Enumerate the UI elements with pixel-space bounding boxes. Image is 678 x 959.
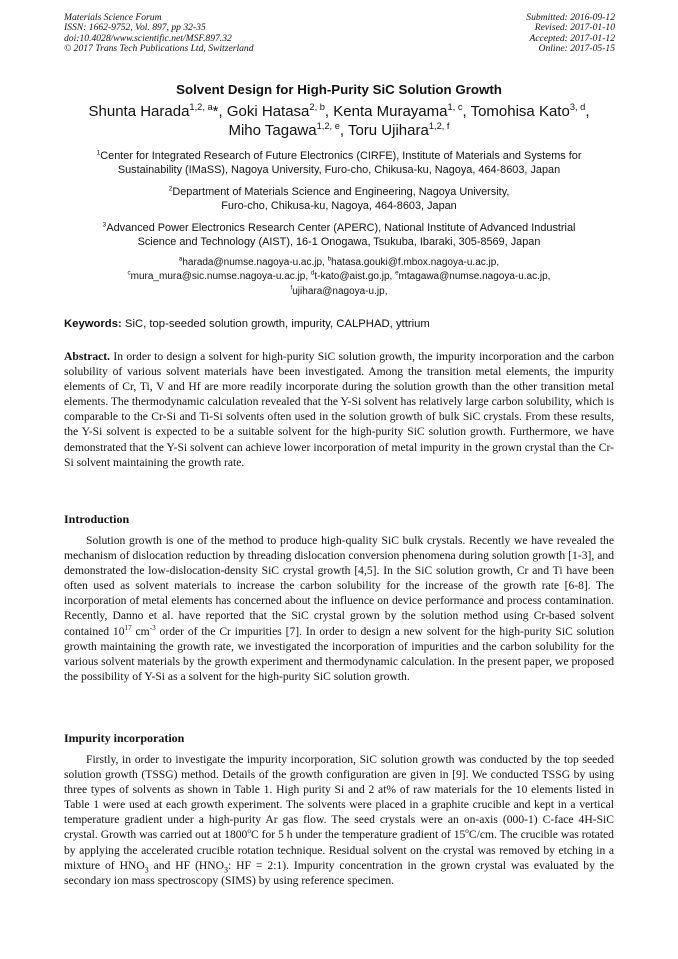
affiliation-1	[55, 149, 623, 178]
author-name: Miho Tagawa	[228, 122, 317, 139]
email-link[interactable]: harada@numse.nagoya-u.ac.jp	[182, 257, 323, 268]
abstract	[64, 349, 614, 470]
author-affil: 1,2, a	[189, 102, 213, 112]
date-accepted: Accepted: 2017-01-12	[529, 32, 615, 44]
date-online: Online: 2017-05-15	[538, 43, 615, 55]
author-affil: 2, b	[309, 102, 325, 112]
author-list: Shunta Harada$^{1,2, a}$*, Goki Hatasa$^{2, b}$, Kenta Murayama$^{1, c}$, Tomohisa Kato$^{3, d}$, Miho Tagawa$^{1,2, e}$, Toru Ujihara$^{1,2, f}$	[88, 102, 590, 139]
keywords-text: SiC, top-seeded solution growth, impurity, CALPHAD, yttrium	[124, 318, 430, 330]
journal-name: Materials Science Forum	[64, 12, 162, 23]
email-link[interactable]: hatasa.gouki@f.mbox.nagoya-u.ac.jp	[331, 257, 497, 268]
email-link[interactable]: mura_mura@sic.numse.nagoya-u.ac.jp	[130, 271, 306, 283]
affiliation-line: Furo-cho, Chikusa-ku, Nagoya, 464-8603, Japan	[221, 200, 457, 213]
journal-doi[interactable]: doi:10.4028/www.scientific.net/MSF.897.32	[64, 32, 232, 44]
introduction-paragraph: Solution growth is one of the method to produce high-quality SiC bulk crystals. Recently we have revealed the mechanism of dislocation reduction by threading dislocation conversion phenomena during solution growth [1-3], and demonstrated the low-dislocation-density SiC crystal growth [4,5]. In the SiC solution growth, Cr and Ti have been often used as solvent materials to increase the carbon solubility for the increase of the growth rate [6-8]. The incorporation of metal elements has concerned about the influence on device performance and process contamination. Recently, Danno et al. have reported that the SiC crystal grown by the solution method using Cr-based solvent contained $10^{17}$ $cm^{-3}$ order of the Cr impurities [7]. In order to design a new solvent for the high-purity SiC solution growth maintaining the growth rate, we investigated the incorporation of impurities and the carbon solubility for the various solvent materials by the growth experiment and thermodynamic calculation. In the present paper, we proposed the possibility of Y-Si as a solvent for the high-purity SiC solution growth.	[64, 534, 615, 683]
author-affil: 1, c	[447, 102, 463, 112]
affiliation-number: 2	[168, 185, 173, 193]
affiliation-line: Science and Technology (AIST), 16-1 Onogawa, Tsukuba, Ibaraki, 305-8569, Japan	[137, 236, 541, 249]
author-name: Tomohisa Kato	[470, 103, 570, 120]
corresponding-mark: *	[212, 103, 219, 120]
email-link[interactable]: t-kato@aist.go.jp	[314, 271, 390, 283]
date-revised: Revised: 2017-01-10	[534, 22, 615, 34]
author-affil: 3, d	[569, 102, 586, 112]
affiliation-number: 1	[96, 149, 101, 157]
author-name: Goki Hatasa	[226, 103, 310, 120]
keywords	[64, 318, 430, 330]
author-name: Toru Ujihara	[347, 122, 429, 139]
email-link[interactable]: ujihara@nagoya-u.jp	[292, 285, 385, 297]
journal-header-right	[526, 13, 615, 55]
journal-copyright: © 2017 Trans Tech Publications Ltd, Switzerland	[64, 43, 254, 55]
affiliation-3	[55, 221, 623, 250]
affiliation-line: Department of Materials Science and Engineering, Nagoya University,	[172, 186, 510, 198]
affiliation-line: Sustainability (IMaSS), Nagoya University, Furo-cho, Chikusa-ku, Nagoya, 464-8603, Japan	[117, 164, 561, 177]
email-list: $^a$harada@numse.nagoya-u.ac.jp, $^b$hatasa.gouki@f.mbox.nagoya-u.ac.jp, $^c$mura_mura@sic.numse.nagoya-u.ac.jp, $^d$t-kato@aist.go.jp, $^e$mtagawa@numse.nagoya-u.ac.jp, $^f$ujihara@nagoya-u.jp,	[127, 255, 551, 297]
keywords-label: Keywords:	[64, 318, 122, 330]
section-heading-introduction: Introduction	[64, 512, 130, 526]
affiliation-number: 3	[102, 221, 107, 229]
abstract-label: Abstract.	[64, 350, 111, 363]
impurity-paragraph: Firstly, in order to investigate the impurity incorporation, SiC solution growth was conducted by the top seeded solution growth (TSSG) method. Details of the growth configuration are given in [9]. We conducted TSSG by using three types of solvents as shown in Table 1. High purity Si and 2 at% of raw materials for the 10 elements listed in Table 1 were used at each growth experiment. The solvents were placed in a graphite crucible and kept in a vertical temperature gradient under a high-purity Ar gas flow. The seed crystals were an on-axis (000-1) C-face 4H-SiC crystal. Growth was carried out at 1800$^o$C for 5 h under the temperature gradient of 15$^o$C/cm. The crucible was rotated by applying the accelerated crucible rotation technique. Residual solvent on the crystal was removed by etching in a mixture of $HNO_3$ and HF ($HNO_3$: HF = 2:1). Impurity concentration in the grown crystal was evaluated by the secondary ion mass spectroscopy (SIMS) by using reference specimen.	[64, 753, 614, 887]
paper-title: Solvent Design for High-Purity SiC Solution Growth	[176, 82, 502, 97]
journal-issn: ISSN: 1662-9752, Vol. 897, pp 32-35	[64, 22, 206, 34]
affiliation-line: Advanced Power Electronics Research Center (APERC), National Institute of Advanced Industrial	[106, 222, 576, 234]
section-heading-impurity: Impurity incorporation	[64, 731, 185, 745]
email-link[interactable]: mtagawa@numse.nagoya-u.ac.jp	[398, 271, 548, 283]
author-affil: 1,2, e	[316, 121, 340, 131]
author-name: Shunta Harada	[88, 103, 190, 120]
affiliation-2	[55, 185, 623, 214]
date-submitted: Submitted: 2016-09-12	[526, 12, 615, 23]
author-name: Kenta Murayama	[333, 103, 448, 120]
abstract-text: In order to design a solvent for high-purity SiC solution growth, the impurity incorporation and the carbon solubility of various solvent materials have been investigated. Among the transition metal elements, the impurity elements of Cr, Ti, V and Hf are more readily incorporate during the solution growth than the other transition metal elements. The thermodynamic calculation revealed that the Y-Si solvent has relatively large carbon solubility, which is comparable to the Cr-Si and Ti-Si solvents often used in the solution growth of bulk SiC crystals. From these results, the Y-Si solvent is expected to be a suitable solvent for the high-purity SiC solution growth. Furthermore, we have demonstrated that the Y-Si solvent can achieve lower incorporation of metal impurity in the grown crystal than the Cr-Si solvent maintaining the growth rate.	[64, 350, 614, 469]
author-affil: 1,2, f	[428, 121, 450, 131]
journal-header-left	[64, 13, 254, 55]
affiliation-line: Center for Integrated Research of Future Electronics (CIRFE), Institute of Materials and Systems for	[100, 150, 582, 162]
